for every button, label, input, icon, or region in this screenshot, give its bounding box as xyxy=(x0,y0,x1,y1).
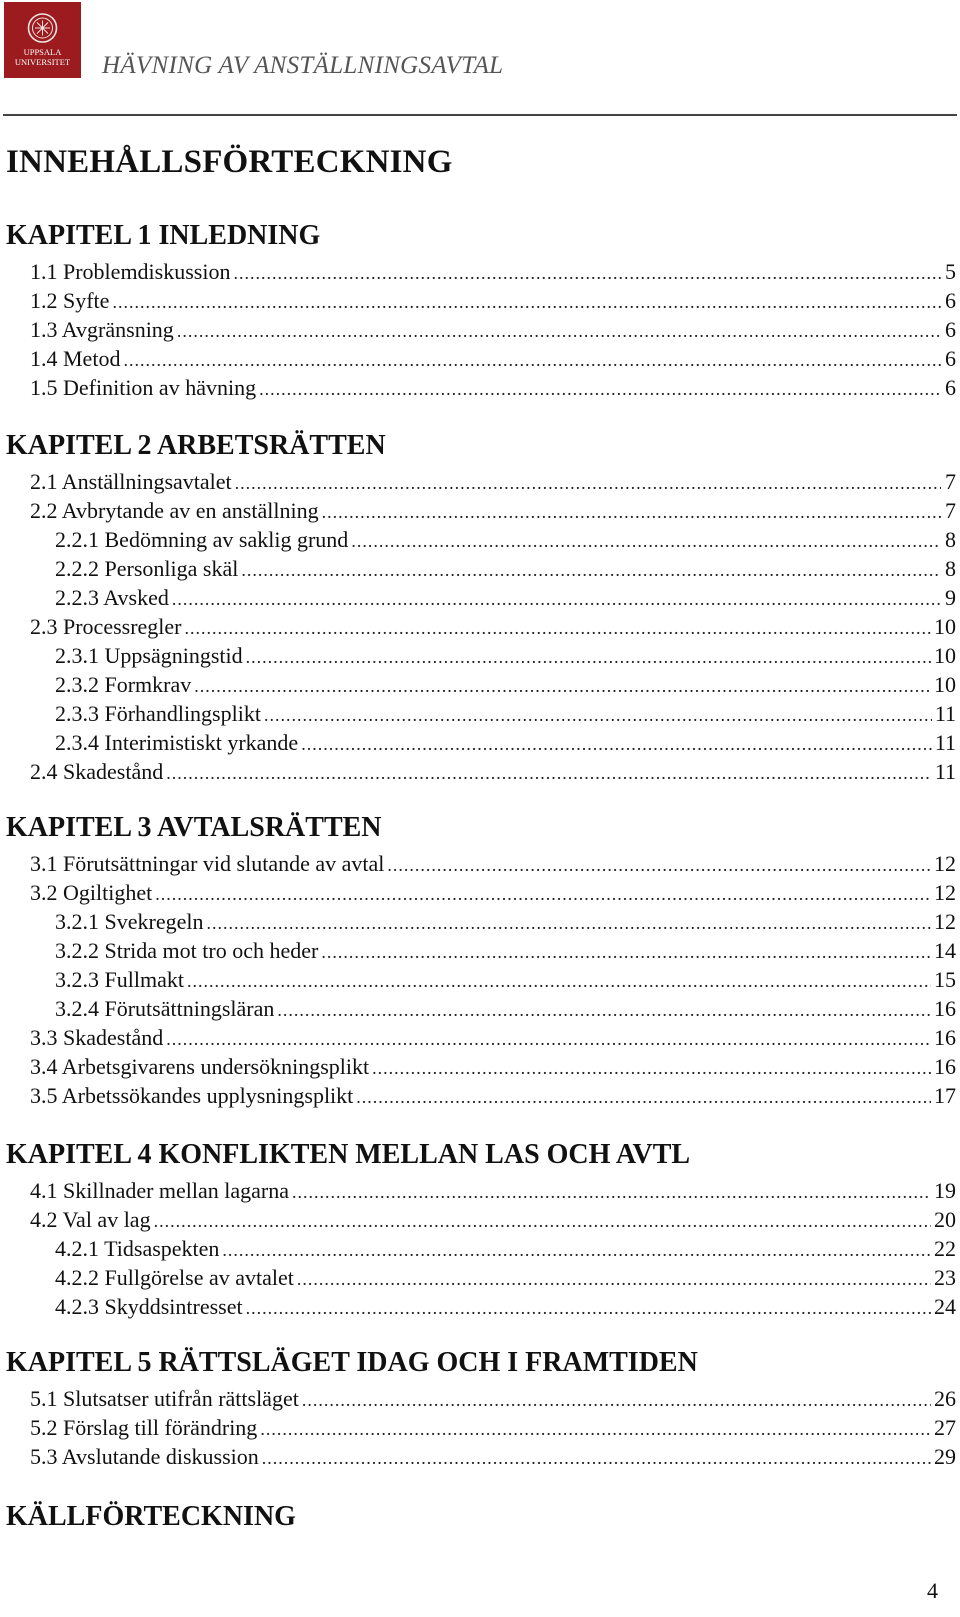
toc-entry-page: 29 xyxy=(934,1444,956,1469)
toc-entry-page: 11 xyxy=(934,759,956,784)
toc-entry-page: 16 xyxy=(934,1025,956,1050)
chapter-heading: KAPITEL 1 INLEDNING xyxy=(6,220,321,251)
page-number: 4 xyxy=(927,1578,938,1603)
toc-entry-page: 19 xyxy=(934,1178,956,1203)
dot-leader xyxy=(387,851,931,880)
toc-entry-page: 16 xyxy=(934,1054,956,1079)
toc-entry[interactable] xyxy=(0,1263,956,1292)
toc-entry-page: 26 xyxy=(934,1386,956,1411)
toc-entry-page: 12 xyxy=(934,880,956,905)
dot-leader xyxy=(260,1415,931,1444)
toc-entry-label: 2.3.3 Förhandlingsplikt xyxy=(55,701,261,726)
dot-leader xyxy=(322,498,941,527)
chapter-heading: KAPITEL 4 KONFLIKTEN MELLAN LAS OCH AVTL xyxy=(6,1139,691,1170)
toc-entry-page: 10 xyxy=(934,643,956,668)
toc-entry-page: 17 xyxy=(934,1083,956,1108)
toc-entry-page: 22 xyxy=(934,1236,956,1261)
toc-entry[interactable] xyxy=(0,1205,956,1234)
toc-entry-page: 12 xyxy=(934,909,956,934)
toc-entry-label: 1.1 Problemdiskussion xyxy=(30,259,231,284)
dot-leader xyxy=(166,1025,931,1054)
svg-text:UPPSALA: UPPSALA xyxy=(23,47,62,57)
toc-entry-page: 6 xyxy=(945,317,956,342)
toc-entry-page: 24 xyxy=(934,1294,956,1319)
toc-entry-label: 1.5 Definition av hävning xyxy=(30,375,257,400)
toc-entry-label: 2.3.2 Formkrav xyxy=(55,672,192,697)
toc-entry[interactable] xyxy=(0,286,956,315)
toc-entry[interactable] xyxy=(0,315,956,344)
dot-leader xyxy=(277,996,931,1025)
toc-entry-page: 12 xyxy=(934,851,956,876)
dot-leader xyxy=(356,1083,931,1112)
dot-leader xyxy=(112,288,941,317)
dot-leader xyxy=(301,730,932,759)
toc-entry-label: 3.2.1 Svekregeln xyxy=(55,909,204,934)
toc-entry-label: 3.4 Arbetsgivarens undersökningsplikt xyxy=(30,1054,370,1079)
toc-entry-label: 2.2 Avbrytande av en anställning xyxy=(30,498,319,523)
dot-leader xyxy=(194,672,931,701)
toc-entry[interactable] xyxy=(0,1176,956,1205)
dot-leader xyxy=(259,375,941,404)
dot-leader xyxy=(241,556,941,585)
toc-entry-label: 1.2 Syfte xyxy=(30,288,110,313)
toc-entry[interactable] xyxy=(0,1292,956,1321)
toc-entry-page: 14 xyxy=(934,938,956,963)
toc-entry[interactable] xyxy=(0,373,956,402)
toc-entry[interactable] xyxy=(0,1442,956,1471)
toc-entry[interactable] xyxy=(0,583,956,612)
dot-leader xyxy=(246,643,931,672)
dot-leader xyxy=(154,1207,931,1236)
toc-entry[interactable] xyxy=(0,496,956,525)
dot-leader xyxy=(166,759,932,788)
toc-list-chapter-2 xyxy=(0,467,956,786)
sources-heading[interactable]: KÄLLFÖRTECKNING xyxy=(6,1501,296,1532)
toc-entry-page: 27 xyxy=(934,1415,956,1440)
toc-entry-label: 3.2.4 Förutsättningsläran xyxy=(55,996,275,1021)
toc-entry-page: 5 xyxy=(945,259,956,284)
toc-entry-label: 5.2 Förslag till förändring xyxy=(30,1415,258,1440)
toc-entry[interactable] xyxy=(0,849,956,878)
dot-leader xyxy=(297,1265,931,1294)
toc-entry-label: 3.2.3 Fullmakt xyxy=(55,967,184,992)
toc-entry[interactable] xyxy=(0,1384,956,1413)
dot-leader xyxy=(206,909,931,938)
toc-entry[interactable] xyxy=(0,907,956,936)
dot-leader xyxy=(292,1178,931,1207)
toc-entry-page: 7 xyxy=(945,469,956,494)
toc-entry-label: 4.2.3 Skyddsintresset xyxy=(55,1294,243,1319)
toc-entry-page: 6 xyxy=(945,346,956,371)
toc-entry-page: 23 xyxy=(934,1265,956,1290)
toc-entry[interactable] xyxy=(0,936,956,965)
dot-leader xyxy=(233,259,941,288)
toc-entry-label: 5.1 Slutsatser utifrån rättsläget xyxy=(30,1386,299,1411)
toc-entry-label: 3.5 Arbetssökandes upplysningsplikt xyxy=(30,1083,354,1108)
toc-entry-page: 8 xyxy=(945,527,956,552)
toc-entry-label: 2.3.1 Uppsägningstid xyxy=(55,643,243,668)
dot-leader xyxy=(321,938,931,967)
toc-entry-page: 15 xyxy=(934,967,956,992)
dot-leader xyxy=(351,527,941,556)
dot-leader xyxy=(155,880,931,909)
toc-entry[interactable] xyxy=(0,525,956,554)
toc-entry[interactable] xyxy=(0,1081,956,1110)
toc-entry-page: 16 xyxy=(934,996,956,1021)
toc-entry-label: 2.3 Processregler xyxy=(30,614,182,639)
uppsala-university-logo xyxy=(4,2,81,78)
toc-entry-label: 4.2 Val av lag xyxy=(30,1207,151,1232)
toc-entry-label: 1.3 Avgränsning xyxy=(30,317,174,342)
toc-entry-label: 2.4 Skadestånd xyxy=(30,759,164,784)
toc-entry[interactable] xyxy=(0,965,956,994)
chapter-heading: KAPITEL 5 RÄTTSLÄGET IDAG OCH I FRAMTIDEN xyxy=(6,1347,698,1378)
chapter-heading: KAPITEL 3 AVTALSRÄTTEN xyxy=(6,812,382,843)
dot-leader xyxy=(302,1386,931,1415)
toc-entry[interactable] xyxy=(0,467,956,496)
toc-entry-page: 11 xyxy=(934,730,956,755)
toc-entry-label: 2.2.2 Personliga skäl xyxy=(55,556,239,581)
toc-entry-page: 6 xyxy=(945,288,956,313)
dot-leader xyxy=(262,1444,931,1473)
dot-leader xyxy=(246,1294,931,1323)
toc-list-chapter-5 xyxy=(0,1384,956,1471)
header-divider xyxy=(3,114,957,116)
toc-entry-label: 1.4 Metod xyxy=(30,346,121,371)
toc-entry[interactable] xyxy=(0,1234,956,1263)
toc-entry[interactable] xyxy=(0,994,956,1023)
toc-list-chapter-1 xyxy=(0,257,956,402)
toc-entry-label: 2.2.3 Avsked xyxy=(55,585,169,610)
dot-leader xyxy=(187,967,931,996)
toc-entry-page: 6 xyxy=(945,375,956,400)
toc-list-chapter-3 xyxy=(0,849,956,1110)
toc-entry-label: 2.2.1 Bedömning av saklig grund xyxy=(55,527,349,552)
toc-entry-page: 8 xyxy=(945,556,956,581)
toc-entry[interactable] xyxy=(0,554,956,583)
toc-entry[interactable] xyxy=(0,641,956,670)
toc-title: INNEHÅLLSFÖRTECKNING xyxy=(6,144,453,180)
toc-entry[interactable] xyxy=(0,1023,956,1052)
toc-entry-page: 11 xyxy=(934,701,956,726)
toc-entry-label: 4.1 Skillnader mellan lagarna xyxy=(30,1178,290,1203)
toc-entry-page: 20 xyxy=(934,1207,956,1232)
toc-entry-label: 3.2.2 Strida mot tro och heder xyxy=(55,938,319,963)
toc-entry-label: 4.2.1 Tidsaspekten xyxy=(55,1236,220,1261)
toc-entry-page: 10 xyxy=(934,614,956,639)
toc-entry[interactable] xyxy=(0,757,956,786)
toc-entry-label: 4.2.2 Fullgörelse av avtalet xyxy=(55,1265,294,1290)
toc-entry[interactable] xyxy=(0,257,956,286)
toc-entry[interactable] xyxy=(0,612,956,641)
toc-entry-page: 9 xyxy=(945,585,956,610)
toc-entry[interactable] xyxy=(0,878,956,907)
running-header-title: HÄVNING AV ANSTÄLLNINGSAVTAL xyxy=(102,52,504,79)
dot-leader xyxy=(177,317,941,346)
toc-entry[interactable] xyxy=(0,670,956,699)
svg-text:UNIVERSITET: UNIVERSITET xyxy=(14,57,71,67)
toc-entry-label: 3.3 Skadestånd xyxy=(30,1025,164,1050)
toc-entry[interactable] xyxy=(0,344,956,373)
dot-leader xyxy=(235,469,941,498)
toc-list-chapter-4 xyxy=(0,1176,956,1321)
toc-entry-label: 3.2 Ogiltighet xyxy=(30,880,153,905)
toc-entry-page: 7 xyxy=(945,498,956,523)
dot-leader xyxy=(372,1054,931,1083)
dot-leader xyxy=(185,614,931,643)
toc-entry[interactable] xyxy=(0,728,956,757)
toc-entry[interactable] xyxy=(0,1052,956,1081)
toc-entry-page: 10 xyxy=(934,672,956,697)
toc-entry-label: 2.3.4 Interimistiskt yrkande xyxy=(55,730,299,755)
toc-entry-label: 3.1 Förutsättningar vid slutande av avtal xyxy=(30,851,385,876)
toc-entry-label: 2.1 Anställningsavtalet xyxy=(30,469,232,494)
toc-entry-label: 5.3 Avslutande diskussion xyxy=(30,1444,259,1469)
dot-leader xyxy=(123,346,941,375)
dot-leader xyxy=(172,585,941,614)
chapter-heading: KAPITEL 2 ARBETSRÄTTEN xyxy=(6,430,386,461)
dot-leader xyxy=(222,1236,931,1265)
dot-leader xyxy=(264,701,932,730)
toc-entry[interactable] xyxy=(0,699,956,728)
toc-entry[interactable] xyxy=(0,1413,956,1442)
